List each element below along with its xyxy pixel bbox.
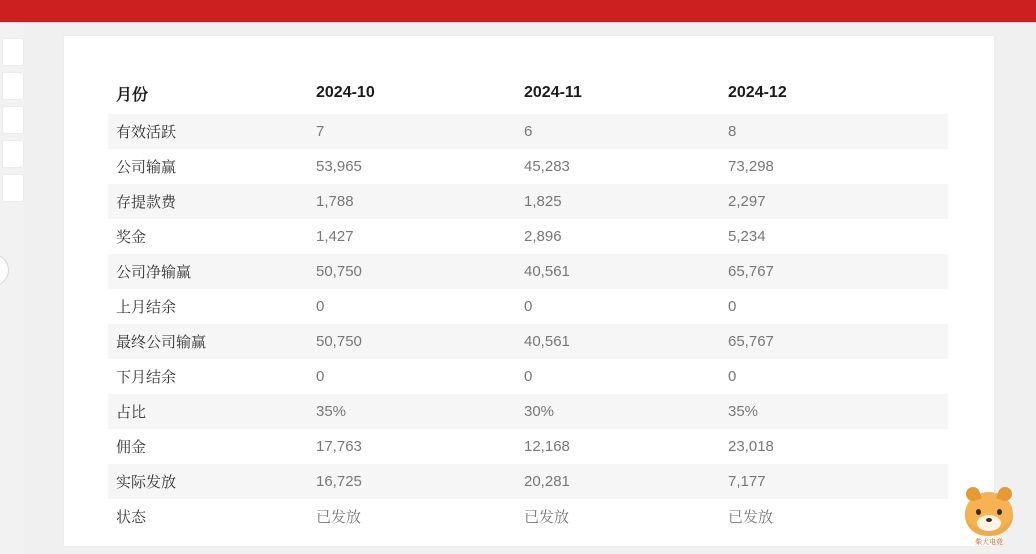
row-label: 佣金 xyxy=(116,439,147,456)
column-header-2024-11: 2024-11 xyxy=(524,84,582,101)
page-content xyxy=(24,22,1036,554)
row-value: 1,427 xyxy=(316,228,354,245)
row-value: 8 xyxy=(728,123,737,140)
dog-eye-left-icon xyxy=(976,509,981,515)
dog-ear-right-icon xyxy=(996,485,1014,503)
row-value: 45,283 xyxy=(524,158,570,175)
row-value: 7 xyxy=(316,123,325,140)
row-value: 23,018 xyxy=(728,438,774,455)
table-row xyxy=(108,114,948,149)
row-value: 0 xyxy=(728,368,737,385)
row-value: 0 xyxy=(728,298,737,315)
table-row xyxy=(108,499,948,534)
row-label: 有效活跃 xyxy=(116,124,177,141)
row-value: 1,788 xyxy=(316,193,354,210)
row-label: 公司输赢 xyxy=(116,159,177,176)
row-value: 0 xyxy=(316,368,325,385)
table-row xyxy=(108,359,948,394)
dog-face-icon xyxy=(965,492,1013,536)
column-header-2024-10: 2024-10 xyxy=(316,84,375,101)
row-label: 状态 xyxy=(116,509,147,526)
dog-nose-icon xyxy=(986,518,992,522)
table-row xyxy=(108,464,948,499)
row-value: 1,825 xyxy=(524,193,562,210)
shiba-mascot-badge[interactable] xyxy=(960,492,1018,550)
row-value: 已发放 xyxy=(316,509,362,526)
row-value: 7,177 xyxy=(728,473,766,490)
row-value: 2,297 xyxy=(728,193,766,210)
row-label: 公司净输赢 xyxy=(116,264,192,281)
table-header xyxy=(108,72,948,114)
row-value: 65,767 xyxy=(728,263,774,280)
row-label: 存提款费 xyxy=(116,194,177,211)
rail-collapse-handle[interactable] xyxy=(0,254,9,286)
row-value: 0 xyxy=(524,368,533,385)
rail-item[interactable] xyxy=(2,106,24,134)
table-row xyxy=(108,324,948,359)
rail-item[interactable] xyxy=(2,38,24,66)
rail-item[interactable] xyxy=(2,174,24,202)
table-body xyxy=(108,114,948,534)
row-value: 50,750 xyxy=(316,333,362,350)
row-value: 已发放 xyxy=(728,509,774,526)
row-value: 5,234 xyxy=(728,228,766,245)
row-label: 占比 xyxy=(116,404,147,421)
table-row xyxy=(108,429,948,464)
monthly-report-table xyxy=(108,72,948,534)
row-value: 6 xyxy=(524,123,533,140)
table-row xyxy=(108,219,948,254)
row-value: 0 xyxy=(316,298,325,315)
left-rail xyxy=(0,22,25,554)
row-value: 30% xyxy=(524,403,555,420)
row-label: 上月结余 xyxy=(116,299,177,316)
row-value: 40,561 xyxy=(524,263,570,280)
table-row xyxy=(108,184,948,219)
row-label: 实际发放 xyxy=(116,474,177,491)
row-value: 73,298 xyxy=(728,158,774,175)
row-value: 20,281 xyxy=(524,473,570,490)
row-label: 下月结余 xyxy=(116,369,177,386)
row-value: 0 xyxy=(524,298,533,315)
table-row xyxy=(108,289,948,324)
row-value: 35% xyxy=(316,403,347,420)
table-row xyxy=(108,254,948,289)
report-table-wrap xyxy=(108,72,948,534)
row-value: 2,896 xyxy=(524,228,562,245)
column-header-2024-12: 2024-12 xyxy=(728,84,787,101)
table-row xyxy=(108,149,948,184)
rail-item[interactable] xyxy=(2,72,24,100)
table-header-row xyxy=(108,72,948,114)
column-header-month: 月份 xyxy=(116,86,149,104)
report-card xyxy=(64,36,994,546)
dog-eye-right-icon xyxy=(997,509,1002,515)
rail-item[interactable] xyxy=(2,140,24,168)
table-row xyxy=(108,394,948,429)
row-value: 12,168 xyxy=(524,438,570,455)
badge-label: 柴犬电竞 xyxy=(975,539,1003,546)
row-label: 奖金 xyxy=(116,229,147,246)
top-banner xyxy=(0,0,1036,22)
row-value: 已发放 xyxy=(524,509,570,526)
row-value: 17,763 xyxy=(316,438,362,455)
row-value: 40,561 xyxy=(524,333,570,350)
row-label: 最终公司输赢 xyxy=(116,334,207,351)
row-value: 35% xyxy=(728,403,759,420)
row-value: 50,750 xyxy=(316,263,362,280)
row-value: 16,725 xyxy=(316,473,362,490)
row-value: 65,767 xyxy=(728,333,774,350)
row-value: 53,965 xyxy=(316,158,362,175)
